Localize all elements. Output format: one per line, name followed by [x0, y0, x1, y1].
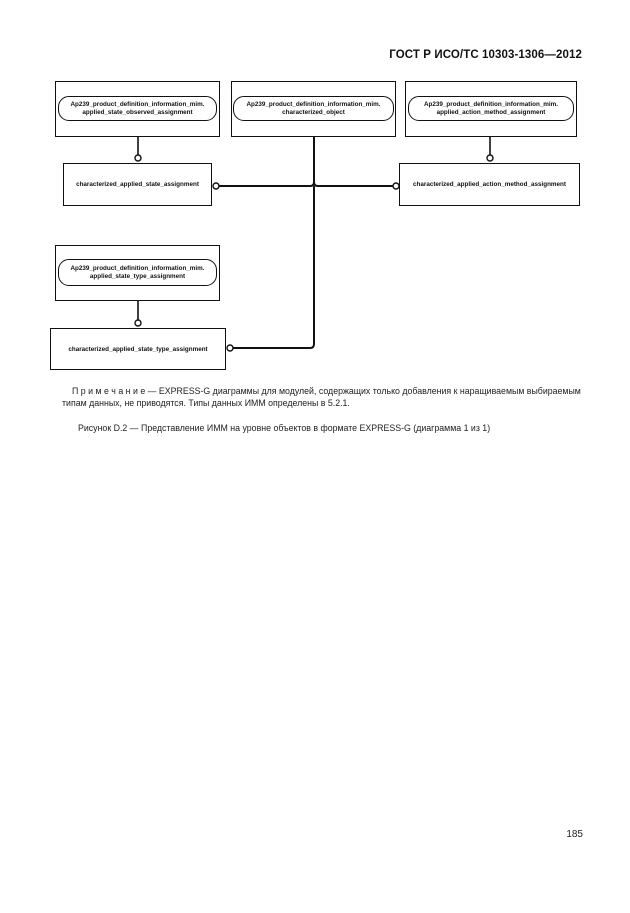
page-number: 185 [566, 829, 583, 840]
connector-end-circle [227, 345, 233, 351]
connector-end-circle [213, 183, 219, 189]
entity-label-state-type-assignment: characterized_applied_state_type_assignment [68, 345, 208, 353]
connector-tree-down [233, 186, 314, 348]
schema-ref-characterized-object: Ap239_product_definition_information_mim. characterized_object [233, 96, 394, 121]
schema-ref-action-method: Ap239_product_definition_information_mim. applied_action_method_assignment [408, 96, 574, 121]
connector-end-circle [487, 155, 493, 161]
connector-tree-main [219, 137, 314, 186]
note-prefix: П р и м е ч а н и е — [72, 386, 159, 396]
figure-note [62, 385, 584, 409]
document-header: ГОСТ Р ИСО/ТС 10303-1306—2012 [389, 49, 582, 61]
schema-ref-state-type: Ap239_product_definition_information_mim. applied_state_type_assignment [58, 259, 217, 286]
connector-end-circle [135, 320, 141, 326]
figure-caption: Рисунок D.2 — Представление ИММ на уровне объектов в формате EXPRESS-G (диаграмма 1 из 1) [78, 423, 491, 433]
connector-end-circle [135, 155, 141, 161]
note-text: EXPRESS-G диаграммы для модулей, содержащих только добавления к наращиваемым выбираемым типам данных, не приводятся. Типы данных ИММ определены в 5.2.1. [62, 386, 581, 408]
connector-tree-right [314, 182, 393, 186]
entity-label-action-method-assignment: characterized_applied_action_method_assignment [413, 181, 566, 188]
entity-label-state-assignment: characterized_applied_state_assignment [76, 181, 199, 188]
schema-ref-state-observed: Ap239_product_definition_information_mim. applied_state_observed_assignment [58, 96, 217, 121]
